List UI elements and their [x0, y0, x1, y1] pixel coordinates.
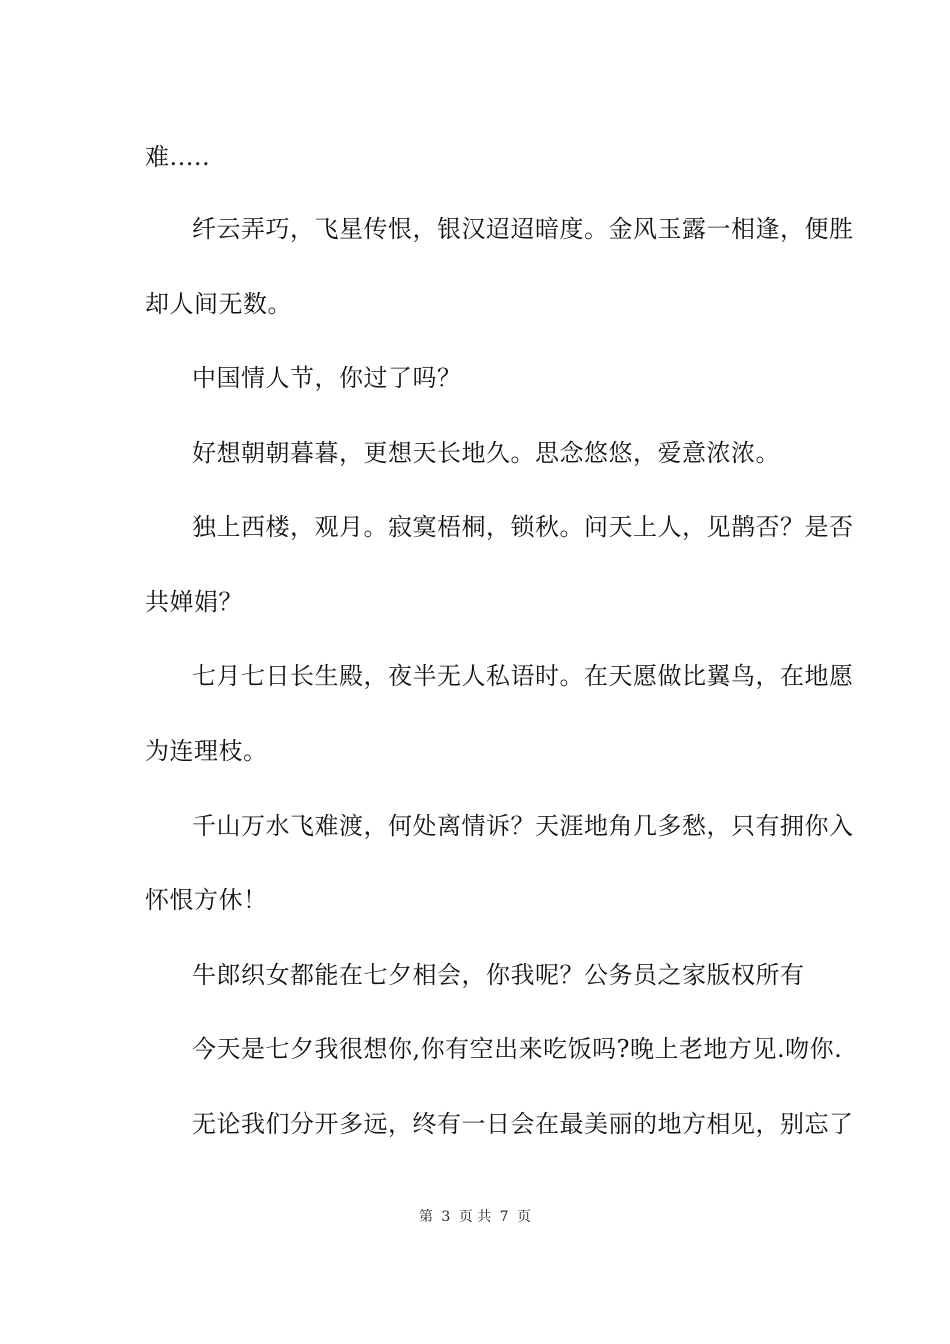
paragraph-line: 七月七日长生殿，夜半无人私语时。在天愿做比翼鸟，在地愿 [192, 662, 854, 690]
text-line: 为连理枝。 [145, 737, 268, 765]
paragraph-line: 今天是七夕我很想你,你有空出来吃饭吗?晚上老地方见.吻你. [192, 1035, 843, 1063]
paragraph-line: 牛郎织女都能在七夕相会，你我呢？公务员之家版权所有 [192, 961, 805, 989]
footer-middle: 页 共 [458, 1209, 492, 1225]
text-line: 共婵娟？ [145, 588, 243, 616]
paragraph-line: 中国情人节，你过了吗？ [192, 364, 462, 392]
paragraph-line: 无论我们分开多远，终有一日会在最美丽的地方相见，别忘了 [192, 1110, 854, 1138]
paragraph-line: 千山万水飞难渡，何处离情诉？天涯地角几多愁，只有拥你入 [192, 812, 854, 840]
paragraph-line: 好想朝朝暮暮，更想天长地久。思念悠悠，爱意浓浓。 [192, 439, 780, 467]
footer-suffix: 页 [517, 1209, 532, 1225]
text-line: 难..... [145, 143, 211, 171]
total-pages-number: 7 [499, 1209, 509, 1225]
page-footer [0, 1208, 950, 1226]
paragraph-line: 独上西楼，观月。寂寞梧桐，锁秋。问天上人，见鹊否？是否 [192, 513, 854, 541]
text-line: 却人间无数。 [145, 290, 292, 318]
paragraph-line: 纤云弄巧，飞星传恨，银汉迢迢暗度。金风玉露一相逢，便胜 [192, 215, 854, 243]
current-page-number: 3 [441, 1209, 451, 1225]
text-line: 怀恨方休！ [145, 886, 268, 914]
footer-prefix: 第 [418, 1209, 433, 1225]
